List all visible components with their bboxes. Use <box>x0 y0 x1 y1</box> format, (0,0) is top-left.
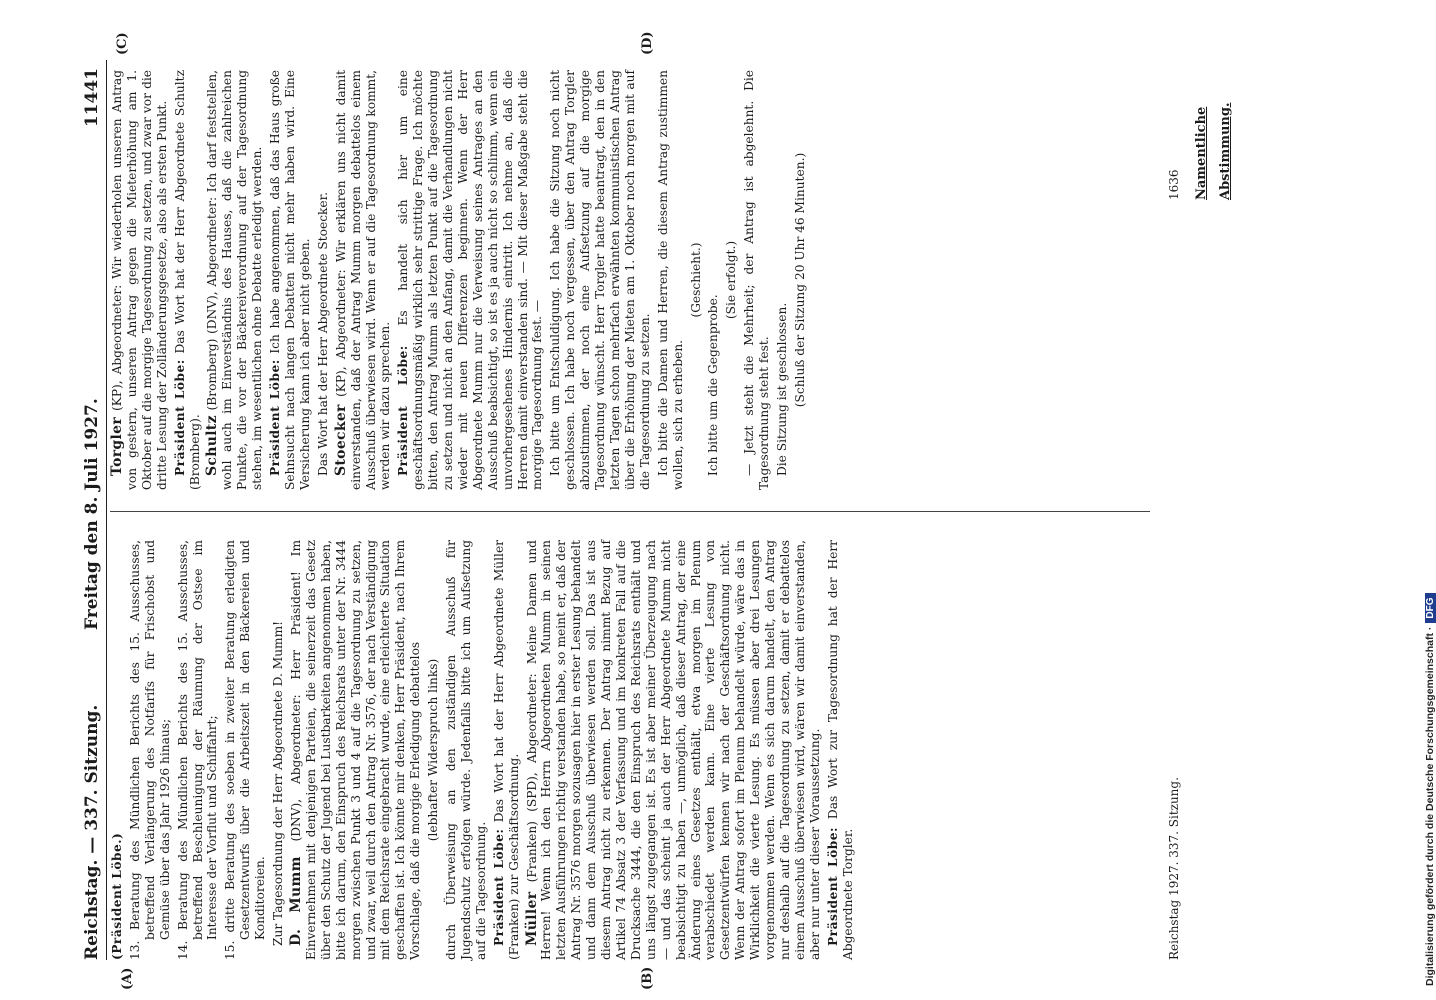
column-divider <box>110 511 1150 512</box>
speech-mueller <box>525 540 823 960</box>
margin-marker-c: (C) <box>115 32 130 55</box>
speech-loebe <box>396 70 545 490</box>
speech-schultz <box>205 70 265 490</box>
agenda-item <box>223 540 268 960</box>
speech-mumm <box>289 540 423 960</box>
speaker-name: Müller <box>523 891 540 946</box>
speaker-name: Torgler <box>109 416 125 476</box>
page-header <box>80 60 104 960</box>
item-num: 14. <box>175 940 190 960</box>
header-rule <box>106 60 107 960</box>
speech-text: Das Wort zur Tagesordnung hat der Herr Abgeordnete Torgler. <box>825 540 855 960</box>
agenda-item <box>128 540 173 960</box>
stamp-text-wrap <box>1424 594 1436 987</box>
paragraph: — Jetzt steht die Mehrheit; der Antrag ist abgelehnt. Die Tagesordnung steht fest. <box>742 70 772 490</box>
speech-text: Ich habe angenommen, daß das Haus große Sehnsucht nach langen Debatten nicht mehr haben wird. Eine Versicherung kann ich aber nicht geben. <box>268 70 312 490</box>
speech-text: Das Wort hat der Herr Abgeordnete Schultz (Bromberg). <box>172 70 202 490</box>
speech-text: Das Wort hat der Herr Abgeordnete Müller (Franken) zur Geschäftsordnung. <box>491 540 521 960</box>
speech-text: (KP), Abgeordneter: Wir erklären uns nicht damit einverstanden, daß der Antrag Mumm morgen debattelos einem Ausschuß überwiesen wird. Wenn er auf die Tagesordnung kommt, werden wir dazu sprechen. <box>333 69 393 490</box>
paragraph: durch Überweisung an den zuständigen Ausschuß für Jugendschutz erfolgen würde. Jedenfalls bitte ich um Aufsetzung auf die Tagesordnung. <box>444 540 488 960</box>
speech-loebe <box>173 70 203 490</box>
column-left <box>110 540 859 960</box>
item-text: dritte Beratung des soeben in zweiter Beratung erledigten Gesetzentwurfs über die Arbeitszeit in den Bäckereien und Konditoreien. <box>223 540 268 940</box>
header-date: Freitag den 8. Juli 1927. <box>82 398 102 630</box>
speaker-name: Präsident Löbe: <box>396 345 411 476</box>
margin-marker-d: (D) <box>640 31 655 55</box>
rotated-page <box>80 31 1233 990</box>
item-num: 13. <box>127 940 142 960</box>
next-page-strip <box>1162 60 1233 960</box>
interjection: (Geschieht.) <box>688 242 703 318</box>
speaker-name: Präsident Löbe: <box>268 359 283 476</box>
footer-vote-heading: Namentliche Abstimmung. <box>1194 102 1233 200</box>
speech-loebe <box>268 70 313 490</box>
dfg-logo: DFG <box>1425 594 1436 623</box>
column-right <box>110 70 811 490</box>
interjection: (Sie erfolgt.) <box>724 240 739 320</box>
speaker-name: Präsident Löbe: <box>172 359 187 476</box>
digitization-stamp <box>1390 10 1436 990</box>
speech-torgler <box>110 70 170 490</box>
speaker-name: Präsident Löbe: <box>825 826 840 946</box>
speech-text: (DNV), Abgeordneter: Herr Präsident! Im Einvernehmen mit denjenigen Parteien, die seinerzeit das Gesetz über den Schutz der Jugend bei Lustbarkeiten angenommen haben, bitte ich darum, den Einspruch des Reichsrats unter der Nr. 3444 morgen zwischen Punkt 3 und 4 auf die Tagesordnung zu setzen, und zwar, weil durch den Antrag Nr. 3576, der nach Verständigung mit dem Reichsrate eingebracht wurde, eine erleichterte Situation geschaffen ist. Ich könnte mir denken, Herr Präsident, nach Ihrem Vorschlage, daß die morgige Erledigung debattelos <box>288 540 423 960</box>
paragraph: Die Sitzung ist geschlossen. <box>775 302 790 476</box>
paragraph: Ich bitte die Damen und Herren, die diesem Antrag zustimmen wollen, sich zu erheben. <box>655 70 685 490</box>
item-text: Beratung des Mündlichen Berichts des 15. Ausschusses, betreffend Verlängerung des Notfarifs für Frischobst und Gemüse über das Jahr 1926 hinaus; <box>127 540 172 940</box>
speaker-name: Schultz <box>204 415 221 476</box>
paragraph: Ich bitte um die Gegenprobe. <box>706 294 721 476</box>
session-closing: (Schluß der Sitzung 20 Uhr 46 Minuten.) <box>792 152 807 408</box>
speech-text: (KP), Abgeordneter: Wir wiederholen unseren Antrag von gestern, unseren Antrag gegen die Mieterhöhung am 1. Oktober auf die morgige Tagesordnung zu setzen, und zwar vor die dritte Lesung der Zolländerungsgesetze, also als ersten Punkt. <box>110 70 169 490</box>
speech-loebe <box>826 540 856 960</box>
speech-loebe <box>492 540 522 960</box>
footer-session: Reichstag 1927. 337. Sitzung. <box>1167 777 1181 960</box>
speaker-name: Präsident Löbe: <box>491 828 506 946</box>
footer-page-number: 1636 <box>1167 169 1181 200</box>
margin-marker-a: (A) <box>120 967 135 990</box>
item-num: 15. <box>223 940 238 960</box>
header-left: Reichstag. — 337. Sitzung. <box>82 704 102 960</box>
stamp-text: Digitalisierung gefördert durch die Deutsche Forschungsgemeinschaft · <box>1424 626 1436 986</box>
interjection: (lebhafter Widerspruch links) <box>426 658 441 842</box>
speech-text: (Franken) (SPD), Abgeordneter: Meine Damen und Herren! Wenn ich den Herrn Abgeordneten Mumm in seinen letzten Ausführungen richtig verstanden habe, so meint er, daß der Antrag Nr. 3576 morgen sozusagen hier in erster Lesung behandelt und dann dem Ausschuß überwiesen werden soll. Das ist aus diesem Antrag nicht zu erkennen. Der Antrag nimmt Bezug auf Artikel 74 Absatz 3 der Verfassung und im konkreten Fall auf die Drucksache 3444, die den Einspruch des Reichsrats enthält und uns längst zugegangen ist. Es ist aber meiner Überzeugung nach — und das scheint ja auch der Herr Abgeordnete Mumm nicht beabsichtigt zu haben —, unmöglich, daß dieser Antrag, der eine Änderung eines Gesetzes enthält, etwa morgen im Plenum verabschiedet werden kann. Eine vierte Lesung von Gesetzentwürfen kennen wir nach der Geschäftsordnung nicht. Wenn der Antrag sofort im Plenum behandelt würde, wäre das in Wirklichkeit die vierte Lesung. Es müssen aber drei Lesungen vorgenommen werden. Wenn es sich darum handelt, den Antrag nur deshalb auf die Tagesordnung zu setzen, damit er debattelos einem Ausschuß überwiesen wird, wären wir damit einverstanden, aber nur unter dieser Voraussetzung. <box>524 540 822 960</box>
paragraph: Ich bitte um Entschuldigung. Ich habe die Sitzung noch nicht geschlossen. Ich habe noch vergessen, über den Antrag Torgler abzustimmen, der noch eine Aufsetzung auf die morgige Tagesordnung wünscht. Herr Torgler hatte beantragt, den in den letzten Tagen schon mehrfach erwähnten kommunistischen Antrag über die Erhöhung der Mieten am 1. Oktober noch morgen mit auf die Tagesordnung zu setzen. <box>548 70 652 490</box>
paragraph: Das Wort hat der Herr Abgeordnete Stoecker. <box>315 192 330 476</box>
speech-stoecker <box>334 70 394 490</box>
presiding-note: (Präsident Löbe.) <box>110 832 124 960</box>
speech-text: Es handelt sich hier um eine geschäftsordnungsmäßig wirklich sehr strittige Frage. Ich möchte bitten, den Antrag Mumm als letzten Punkt auf die Tagesordnung zu setzen und nicht an den Anfang, damit die Verhandlungen nicht wieder mit neuen Differenzen beginnen. Wenn der Herr Abgeordnete Mumm nur die Verweisung seines Antrages an den Ausschuß beabsichtigt, so ist es ja auch nicht so schlimm, wenn ein unvorhergesehenes Hindernis eintritt. Ich nehme an, daß die Herren damit einverstanden sind. — Mit dieser Maßgabe steht die morgige Tagesordnung fest. — <box>396 70 545 490</box>
paragraph: Zur Tagesordnung der Herr Abgeordnete D. Mumm! <box>271 620 286 946</box>
speaker-name: D. Mumm <box>287 856 304 946</box>
page-number: 11441 <box>82 68 102 128</box>
speech-text: (Bromberg) (DNV), Abgeordneter: Ich darf feststellen, wohl auch im Einverständnis des Hauses, daß die zahlreichen Punkte, die vor der Bäckereiverordnung auf der Tagesordnung stehen, im wesentlichen ohne Debatte erledigt werden. <box>205 69 265 490</box>
speaker-name: Stoecker <box>332 404 349 476</box>
margin-marker-b: (B) <box>640 966 655 990</box>
agenda-item <box>176 540 221 960</box>
item-text: Beratung des Mündlichen Berichts des 15. Ausschusses, betreffend Beschleunigung der Räumung der Ostsee im Interesse der Vorflut und Schiffahrt; <box>175 540 220 940</box>
